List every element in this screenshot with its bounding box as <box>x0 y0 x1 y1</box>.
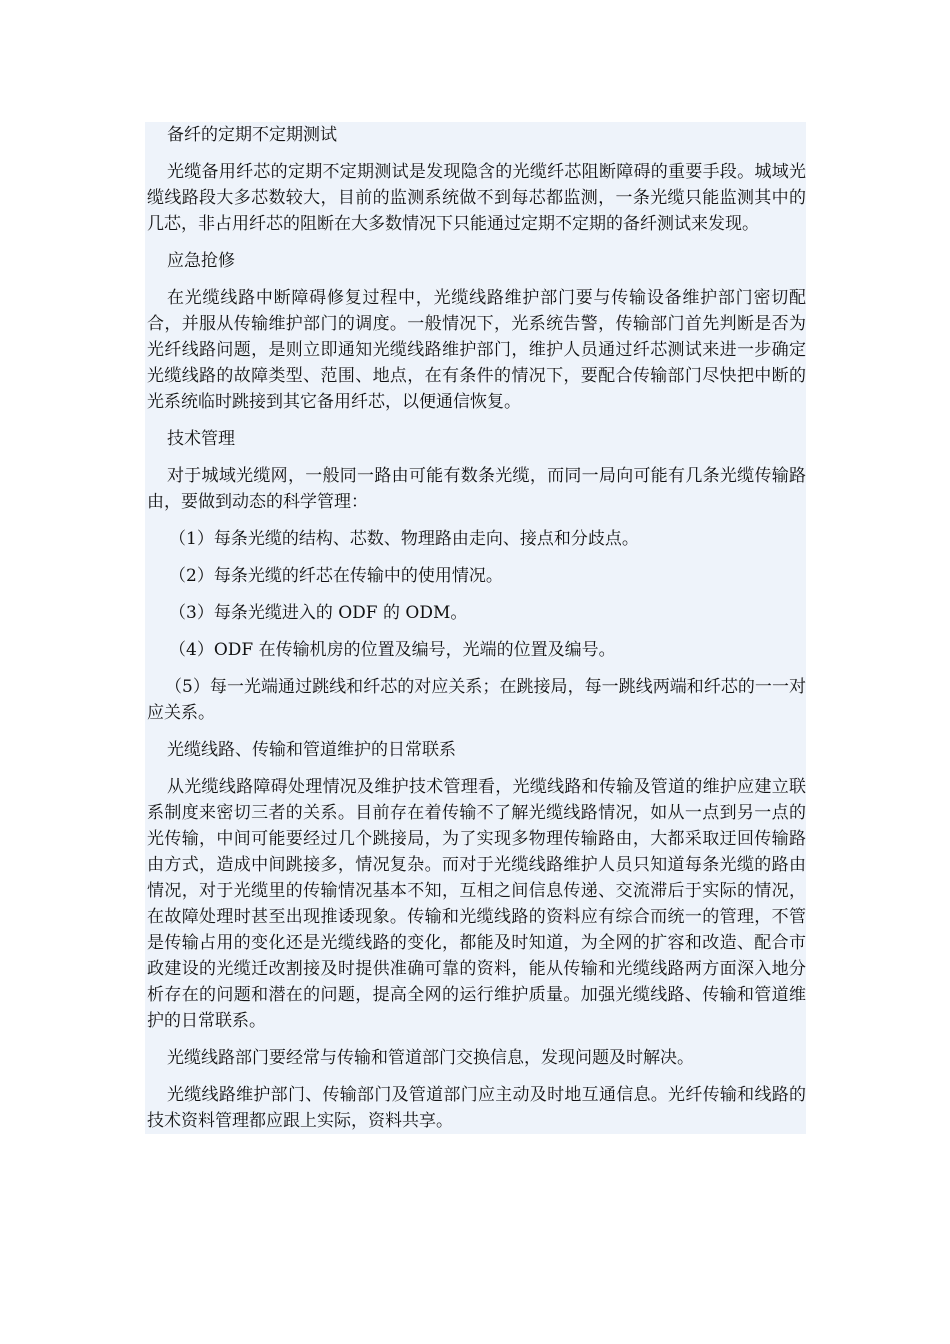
paragraph-backup-fiber-test: 光缆备用纤芯的定期不定期测试是发现隐含的光缆纤芯阻断障碍的重要手段。城域光缆线路段大多芯数较大，目前的监测系统做不到每芯都监测，一条光缆只能监测其中的几芯，非占用纤芯的阻断在大多数情况下只能通过定期不定期的备纤测试来发现。 <box>147 162 806 234</box>
paragraph-emergency-repair: 在光缆线路中断障碍修复过程中，光缆线路维护部门要与传输设备维护部门密切配合，并服从传输维护部门的调度。一般情况下，光系统告警，传输部门首先判断是否为光纤线路问题，是则立即通知光缆线路维护部门，维护人员通过纤芯测试来进一步确定光缆线路的故障类型、范围、地点，在有条件的情况下，要配合传输部门尽快把中断的光系统临时跳接到其它备用纤芯，以便通信恢复。 <box>147 288 806 412</box>
paragraph-exchange-info: 光缆线路部门要经常与传输和管道部门交换信息，发现问题及时解决。 <box>167 1048 694 1068</box>
paragraph-technical-management: 对于城域光缆网，一般同一路由可能有数条光缆，而同一局向可能有几条光缆传输路由，要做到动态的科学管理： <box>147 466 806 512</box>
document-page <box>145 122 806 1134</box>
list-item: （1）每条光缆的结构、芯数、物理路由走向、接点和分歧点。 <box>169 529 639 549</box>
section-heading-emergency-repair: 应急抢修 <box>167 251 235 271</box>
paragraph-share-info: 光缆线路维护部门、传输部门及管道部门应主动及时地互通信息。光纤传输和线路的技术资料管理都应跟上实际，资料共享。 <box>147 1085 806 1131</box>
paragraph-daily-liaison: 从光缆线路障碍处理情况及维护技术管理看，光缆线路和传输及管道的维护应建立联系制度来密切三者的关系。目前存在着传输不了解光缆线路情况，如从一点到另一点的光传输，中间可能要经过几个跳接局，为了实现多物理传输路由，大都采取迂回传输路由方式，造成中间跳接多，情况复杂。而对于光缆线路维护人员只知道每条光缆的路由情况，对于光缆里的传输情况基本不知，互相之间信息传递、交流滞后于实际的情况，在故障处理时甚至出现推诿现象。传输和光缆线路的资料应有综合而统一的管理，不管是传输占用的变化还是光缆线路的变化，都能及时知道，为全网的扩容和改造、配合市政建设的光缆迁改割接及时提供准确可靠的资料，能从传输和光缆线路两方面深入地分析存在的问题和潜在的问题，提高全网的运行维护质量。加强光缆线路、传输和管道维护的日常联系。 <box>147 777 806 1031</box>
list-item: （3）每条光缆进入的 ODF 的 ODM。 <box>169 603 468 623</box>
list-item: （4）ODF 在传输机房的位置及编号，光端的位置及编号。 <box>169 640 616 660</box>
list-item: （2）每条光缆的纤芯在传输中的使用情况。 <box>169 566 503 586</box>
section-heading-backup-fiber-test: 备纤的定期不定期测试 <box>167 125 337 145</box>
list-item: （5）每一光端通过跳线和纤芯的对应关系；在跳接局，每一跳线两端和纤芯的一一对应关系。 <box>147 677 806 723</box>
section-heading-technical-management: 技术管理 <box>167 429 235 449</box>
section-heading-daily-liaison: 光缆线路、传输和管道维护的日常联系 <box>167 740 456 760</box>
